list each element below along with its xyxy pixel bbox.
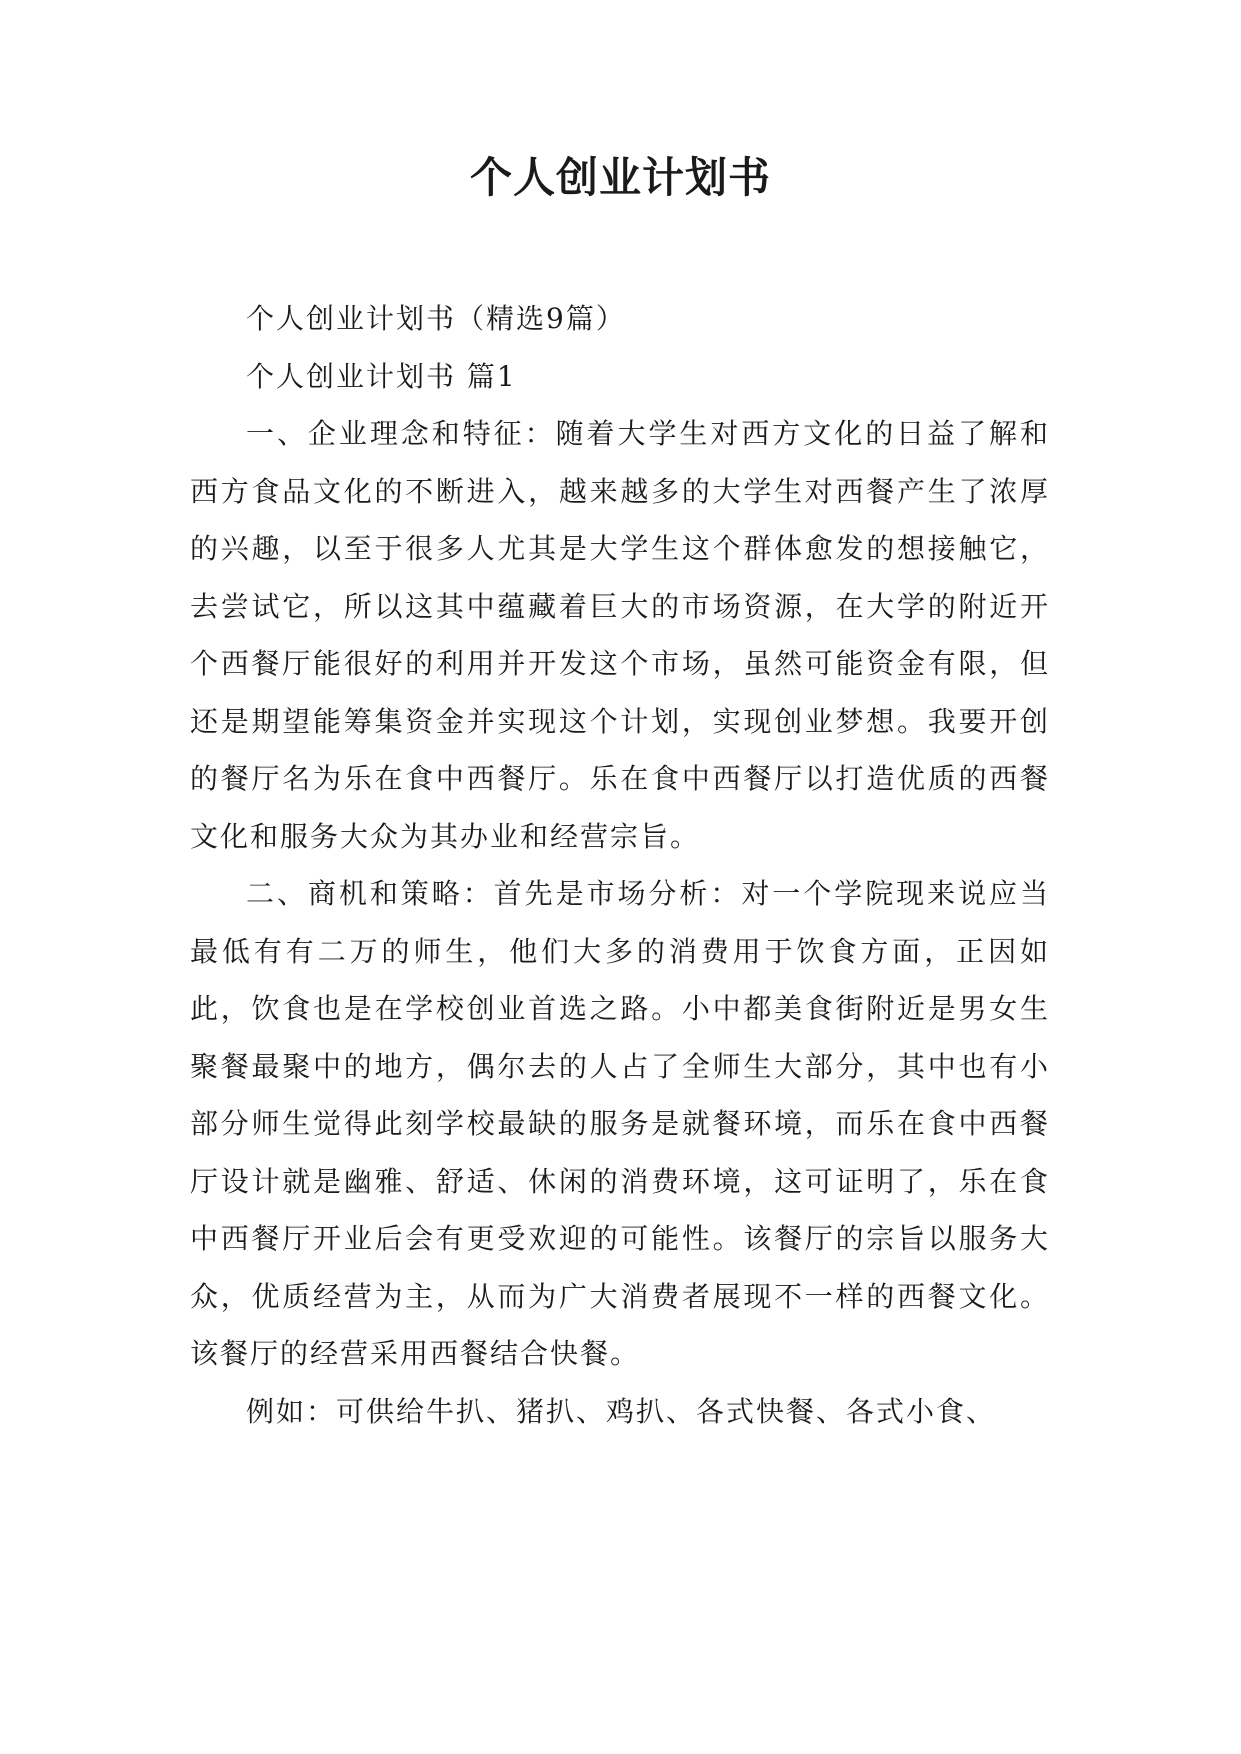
paragraph-section-heading: 个人创业计划书 篇1 [246, 359, 517, 393]
paragraph-menu-examples: 例如：可供给牛扒、猪扒、鸡扒、各式快餐、各式小食、 [246, 1394, 997, 1428]
document-body [190, 290, 1050, 1440]
paragraph-subtitle: 个人创业计划书（精选9篇） [246, 302, 626, 335]
paragraph-enterprise-concept: 一、企业理念和特征：随着大学生对西方文化的日益了解和西方食品文化的不断进入，越来越多的大学生对西餐产生了浓厚的兴趣，以至于很多人尤其是大学生这个群体愈发的想接触它，去尝试它，所以这其中蕴藏着巨大的市场资源，在大学的附近开个西餐厅能很好的利用并开发这个市场，虽然可能资金有限，但还是期望能筹集资金并实现这个计划，实现创业梦想。我要开创的餐厅名为乐在食中西餐厅。乐在食中西餐厅以打造优质的西餐文化和服务大众为其办业和经营宗旨。 [190, 417, 1050, 853]
document-title: 个人创业计划书 [469, 153, 771, 202]
paragraph-business-strategy: 二、商机和策略：首先是市场分析：对一个学院现来说应当最低有有二万的师生，他们大多的消费用于饮食方面，正因如此，饮食也是在学校创业首选之路。小中都美食街附近是男女生聚餐最聚中的地方，偶尔去的人占了全师生大部分，其中也有小部分师生觉得此刻学校最缺的服务是就餐环境，而乐在食中西餐厅设计就是幽雅、舒适、休闲的消费环境，这可证明了，乐在食中西餐厅开业后会有更受欢迎的可能性。该餐厅的宗旨以服务大众，优质经营为主，从而为广大消费者展现不一样的西餐文化。该餐厅的经营采用西餐结合快餐。 [190, 877, 1050, 1370]
